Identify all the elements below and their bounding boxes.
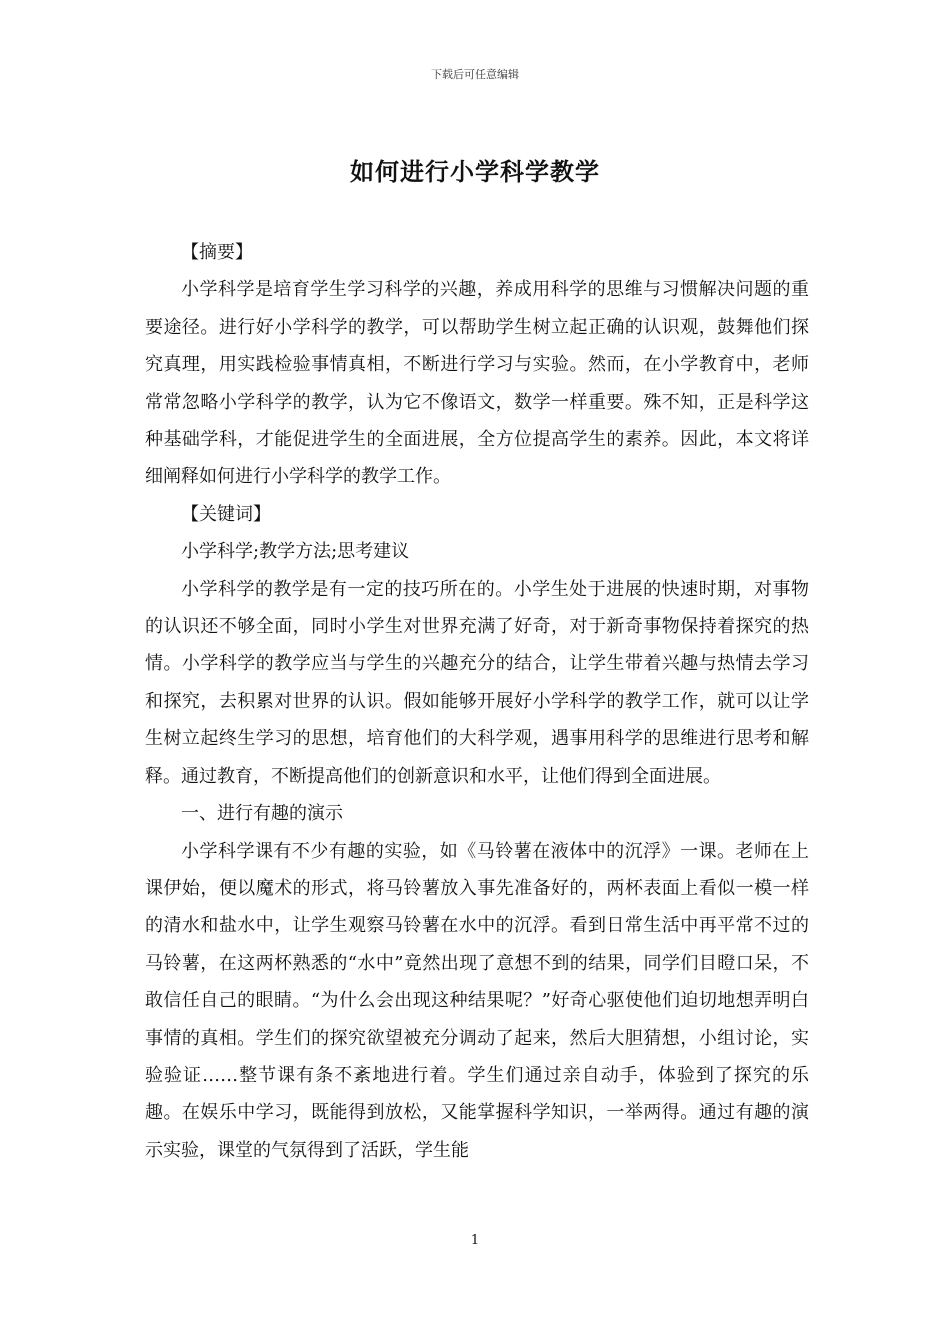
intro-paragraph: 小学科学的教学是有一定的技巧所在的。小学生处于进展的快速时期，对事物的认识还不够全面，同时小学生对世界充满了好奇，对于新奇事物保持着探究的热情。小学科学的教学应当与学生的兴趣充分的结合，让学生带着兴趣与热情去学习和探究，去积累对世界的认识。假如能够开展好小学科学的教学工作，就可以让学生树立起终生学习的思想，培育他们的大科学观，遇事用科学的思维进行思考和解释。通过教育，不断提高他们的创新意识和水平，让他们得到全面进展。 <box>145 578 809 787</box>
abstract-paragraph: 小学科学是培育学生学习科学的兴趣，养成用科学的思维与习惯解决问题的重要途径。进行好小学科学的教学，可以帮助学生树立起正确的认识观，鼓舞他们探究真理，用实践检验事情真相，不断进行学习与实验。然而，在小学教育中，老师常常忽略小学科学的教学，认为它不像语文，数学一样重要。殊不知，正是科学这种基础学科，才能促进学生的全面进展，全方位提高学生的素养。因此，本文将详细阐释如何进行小学科学的教学工作。 <box>145 279 809 488</box>
keywords-paragraph: 小学科学;教学方法;思考建议 <box>181 541 410 563</box>
document-title: 如何进行小学科学教学 <box>350 158 600 186</box>
section-paragraph: 小学科学课有不少有趣的实验，如《马铃薯在液体中的沉浮》一课。老师在上课伊始，便以魔术的形式，将马铃薯放入事先准备好的，两杯表面上看似一模一样的清水和盐水中，让学生观察马铃薯在水中的沉浮。看到日常生活中再平常不过的马铃薯，在这两杯熟悉的“水中”竟然出现了意想不到的结果，同学们目瞪口呆，不敢信任自己的眼睛。“为什么会出现这种结果呢？”好奇心驱使他们迫切地想弄明白事情的真相。学生们的探究欲望被充分调动了起来，然后大胆猜想，小组讨论，实验验证……整节课有条不紊地进行着。学生们通过亲自动手，体验到了探究的乐趣。在娱乐中学习，既能得到放松，又能掌握科学知识，一举两得。通过有趣的演示实验，课堂的气氛得到了活跃，学生能 <box>145 840 809 1161</box>
header-note: 下载后可任意编辑 <box>431 68 519 81</box>
section-heading: 一、进行有趣的演示 <box>181 803 343 825</box>
page-number: 1 <box>470 1233 480 1248</box>
keywords-heading: 【关键词】 <box>181 503 271 525</box>
document-body <box>145 234 809 1169</box>
abstract-heading: 【摘要】 <box>181 242 253 263</box>
